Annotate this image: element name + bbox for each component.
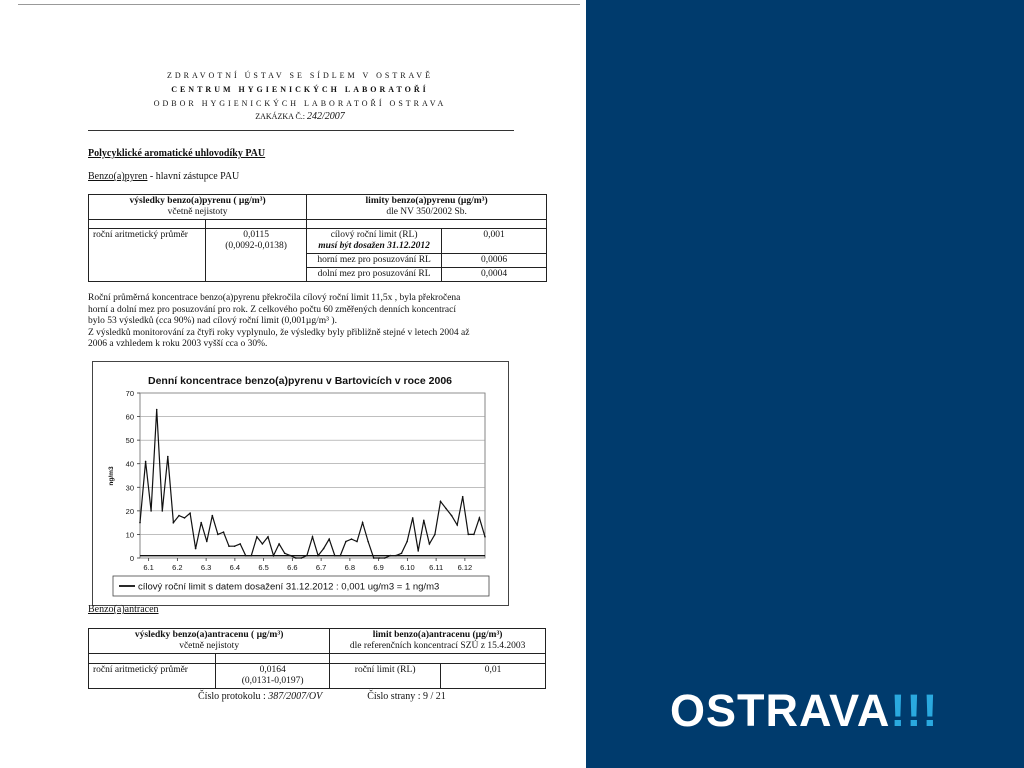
chart-data-point — [395, 555, 397, 557]
chart-data-point — [367, 541, 369, 543]
baa-table — [88, 628, 546, 689]
bap-chart-frame — [92, 361, 509, 606]
chart-data-point — [345, 541, 347, 543]
bap-limit-upper-value: 0,0006 — [442, 254, 547, 268]
chart-xtick-label: 6.8 — [344, 563, 356, 572]
bap-col2-header — [307, 195, 547, 220]
logo-text: OSTRAVA — [670, 685, 891, 736]
chart-xtick-label: 6.10 — [400, 563, 415, 572]
chart-data-point — [312, 536, 314, 538]
paragraph-line: bylo 53 výsledků (cca 90%) nad cílový roční limit (0,001µg/m³ ). — [88, 316, 337, 326]
baa-range: (0,0131-0,0197) — [241, 676, 304, 686]
baa-col1-sub: včetně nejistoty — [179, 641, 240, 651]
chart-data-point — [390, 555, 392, 557]
chart-data-point — [434, 534, 436, 536]
chart-xtick-label: 6.6 — [287, 563, 298, 572]
chart-xtick-label: 6.2 — [172, 563, 183, 572]
chart-data-point — [156, 409, 158, 411]
chart-ytick-label: 0 — [129, 554, 134, 563]
chart-ytick-label: 50 — [125, 436, 134, 446]
chart-data-point — [245, 555, 247, 557]
chart-data-point — [401, 553, 403, 555]
chart-data-point — [206, 541, 208, 543]
bap-value-cell — [206, 229, 307, 282]
bap-range: (0,0092-0,0138) — [225, 241, 287, 251]
bap-limit-upper-label: horní mez pro posuzování RL — [307, 254, 442, 268]
chart-data-point — [362, 522, 364, 524]
page-label: Číslo strany : — [367, 691, 421, 702]
ostrava-logo — [670, 685, 939, 736]
chart-data-point — [484, 536, 486, 538]
chart-data-point — [278, 543, 280, 545]
chart-data-point — [167, 456, 169, 458]
order-number — [90, 111, 510, 122]
chart-ytick-label: 40 — [125, 459, 134, 469]
chart-plot-area — [126, 389, 486, 572]
paragraph-line: horní a dolní mez pro posuzování pro rok. Z celkového počtu 60 změřených denních koncentrací — [88, 304, 457, 315]
chart-xtick-label: 6.5 — [258, 563, 269, 572]
page-value: 9 / 21 — [423, 691, 446, 702]
chart-data-point — [145, 461, 147, 463]
chart-ytick-label: 30 — [125, 483, 134, 493]
chart-data-point — [323, 548, 325, 550]
bap-limit-rl — [307, 229, 442, 254]
chart-data-point — [173, 522, 175, 524]
chart-data-point — [451, 515, 453, 517]
chart-data-point — [356, 541, 358, 543]
bap-chart — [93, 362, 508, 605]
chart-data-point — [306, 555, 308, 557]
chart-data-point — [445, 508, 447, 510]
chart-data-point — [251, 555, 253, 557]
bap-col1-sub: včetně nejistoty — [167, 207, 228, 217]
chart-xtick-label: 6.9 — [373, 563, 384, 572]
bap-limit-rl-note: musí být dosažen 31.12.2012 — [318, 241, 430, 251]
order-label: ZAKÁZKA Č.: — [255, 112, 305, 121]
bap-table — [88, 194, 547, 282]
chart-xtick-label: 6.12 — [457, 563, 473, 572]
baa-col1-head: výsledky benzo(a)antracenu ( µg/m³) — [134, 630, 284, 640]
bap-value: 0,0115 — [243, 230, 269, 240]
chart-ytick-label: 10 — [125, 530, 134, 540]
chart-data-point — [429, 543, 431, 545]
bap-paragraph — [88, 293, 518, 351]
chart-xtick-label: 6.3 — [200, 563, 212, 572]
scan-edge-line — [18, 4, 580, 5]
chart-data-point — [473, 534, 475, 536]
chart-title: Denní koncentrace benzo(a)pyrenu v Bartovicích v roce 2006 — [147, 375, 453, 387]
bap-limit-lower-value: 0,0004 — [442, 268, 547, 282]
chart-data-point — [178, 515, 180, 517]
chart-data-point — [273, 555, 275, 557]
chart-ytick-label: 20 — [125, 506, 134, 516]
chart-data-point — [223, 531, 225, 533]
chart-data-point — [379, 557, 381, 559]
chart-data-point — [479, 517, 481, 519]
legend-label: cílový roční limit s datem dosažení 31.12.2012 : 0,001 ug/m3 = 1 ng/m3 — [138, 581, 440, 593]
baa-col2-header — [330, 629, 546, 654]
chart-plot-frame — [140, 393, 485, 558]
bap-row-label: roční aritmetický průměr — [89, 229, 206, 282]
bap-desc: - hlavní zástupce PAU — [147, 171, 240, 182]
baa-value: 0,0164 — [259, 665, 286, 675]
chart-data-point — [462, 496, 464, 498]
baa-col1-header — [89, 629, 330, 654]
header-department: ODBOR HYGIENICKÝCH LABORATOŘÍ OSTRAVA — [153, 99, 447, 108]
baa-col2-head: limit benzo(a)antracenu (µg/m³) — [372, 630, 503, 640]
chart-xtick-label: 6.1 — [143, 563, 154, 572]
chart-data-point — [262, 543, 264, 545]
bap-col1-head: výsledky benzo(a)pyrenu ( µg/m³) — [129, 196, 266, 206]
chart-legend — [113, 576, 489, 596]
chart-data-point — [284, 553, 286, 555]
bap-subtitle — [88, 171, 239, 182]
bap-limit-rl-value: 0,001 — [442, 229, 547, 254]
order-value: 242/2007 — [307, 111, 345, 122]
chart-data-point — [234, 545, 236, 547]
protocol-value: 387/2007/OV — [268, 691, 323, 702]
bap-limit-lower-label: dolní mez pro posuzování RL — [307, 268, 442, 282]
baa-subtitle: Benzo(a)antracen — [88, 604, 159, 615]
chart-data-point — [189, 512, 191, 514]
chart-ylabel: ng/m3 — [108, 466, 115, 486]
chart-ytick-label: 60 — [125, 412, 134, 422]
chart-data-point — [417, 550, 419, 552]
chart-data-point — [468, 534, 470, 536]
chart-data-point — [162, 510, 164, 512]
chart-data-point — [423, 520, 425, 522]
chart-data-point — [295, 557, 297, 559]
chart-ytick-label: 70 — [125, 389, 134, 398]
chart-data-point — [256, 536, 258, 538]
chart-data-point — [267, 536, 269, 538]
chart-xtick-label: 6.11 — [429, 563, 444, 572]
chart-xtick-label: 6.7 — [315, 563, 327, 572]
chart-data-point — [212, 515, 214, 517]
chart-data-point — [228, 545, 230, 547]
chart-data-point — [195, 548, 197, 550]
chart-data-point — [440, 501, 442, 503]
chart-data-point — [217, 534, 219, 536]
document-footer — [198, 691, 446, 702]
chart-data-point — [340, 555, 342, 557]
chart-data-point — [334, 555, 336, 557]
chart-data-point — [351, 538, 353, 540]
bap-col2-head: limity benzo(a)pyrenu (µg/m³) — [365, 196, 488, 206]
bap-name: Benzo(a)pyren — [88, 171, 148, 182]
chart-xtick-label: 6.4 — [229, 563, 241, 572]
baa-limit-value: 0,01 — [441, 664, 546, 689]
baa-limit-label: roční limit (RL) — [330, 664, 441, 689]
chart-data-point — [412, 517, 414, 519]
paragraph-line: Roční průměrná koncentrace benzo(a)pyrenu překročila cílový roční limit 11,5x , byla překročena — [88, 293, 461, 303]
chart-data-point — [384, 557, 386, 559]
chart-data-point — [406, 541, 408, 543]
bap-col1-header — [89, 195, 307, 220]
section-title: Polycyklické aromatické uhlovodíky PAU — [88, 148, 266, 159]
header-divider — [88, 130, 514, 131]
chart-data-point — [289, 555, 291, 557]
logo-exclamation: !!! — [890, 685, 939, 736]
bap-col2-sub: dle NV 350/2002 Sb. — [386, 207, 467, 217]
chart-data-point — [301, 557, 303, 559]
chart-data-point — [200, 522, 202, 524]
header-institute: ZDRAVOTNÍ ÚSTAV SE SÍDLEM V OSTRAVĚ — [167, 71, 433, 80]
chart-data-point — [373, 557, 375, 559]
header-center: CENTRUM HYGIENICKÝCH LABORATOŘÍ — [171, 85, 429, 94]
paragraph-line: Z výsledků monitorování za čtyři roky vyplynulo, že výsledky byly přibližně stejné v letech 2004 až — [88, 327, 470, 338]
chart-data-point — [239, 543, 241, 545]
chart-data-point — [184, 517, 186, 519]
baa-row-label: roční aritmetický průměr — [89, 664, 216, 689]
chart-data-point — [456, 524, 458, 526]
chart-data-point — [317, 555, 319, 557]
chart-data-point — [150, 510, 152, 512]
protocol-label: Číslo protokolu : — [198, 691, 266, 702]
chart-data-point — [139, 522, 141, 524]
paragraph-line: 2006 a vzhledem k roku 2003 vyšší cca o 30%. — [88, 339, 268, 349]
bap-limit-rl-label: cílový roční limit (RL) — [330, 230, 418, 240]
baa-value-cell — [216, 664, 330, 689]
brand-panel — [586, 0, 1024, 768]
chart-data-point — [328, 538, 330, 540]
baa-col2-sub: dle referenčních koncentrací SZÚ z 15.4.2003 — [349, 641, 526, 651]
